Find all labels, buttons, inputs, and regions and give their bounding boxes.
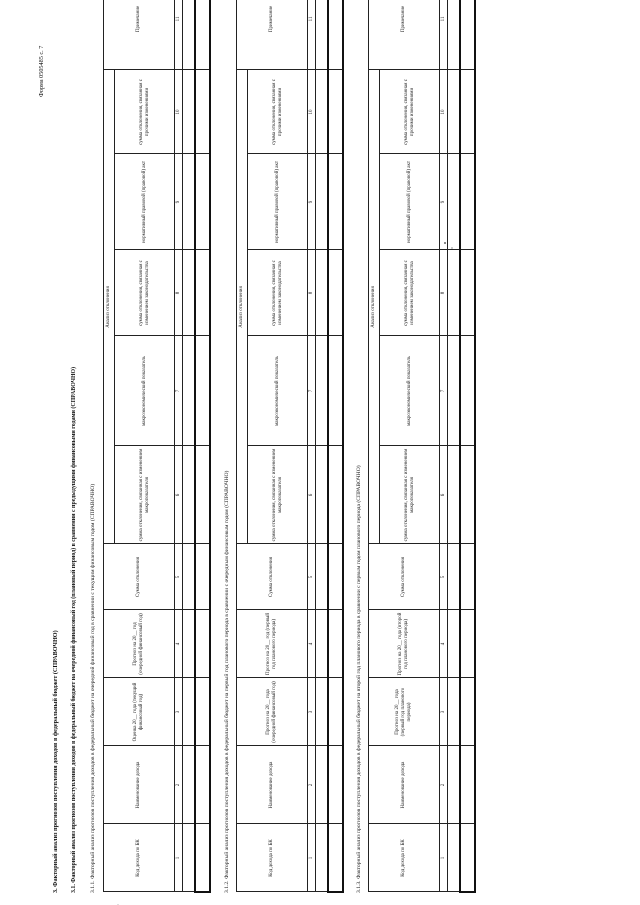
col-number: 3 bbox=[175, 678, 183, 746]
header-c7: макроэкономический показатель bbox=[380, 336, 440, 446]
col-number: 8 bbox=[175, 250, 183, 336]
header-c10: сумма отклонения, связанная с прочими изменениями bbox=[115, 70, 175, 154]
table-1-title: 3.1.1. Факторный анализ прогнозов поступления доходов в федеральный бюджет на очередной финансовый год в сравнении с текущим финансовым годом (СПРАВОЧНО) bbox=[90, 483, 96, 893]
col-number: 10 bbox=[308, 70, 316, 154]
header-c7: макроэкономический показатель bbox=[115, 336, 175, 446]
col-number: 7 bbox=[440, 336, 448, 446]
col-number: 1 bbox=[440, 824, 448, 892]
header-c4: Прогноз на 20__ год (очередной финансовый год) bbox=[104, 610, 175, 678]
table-3-title: 3.1.3. Факторный анализ прогнозов поступления доходов в федеральный бюджет на второй год планового периода в сравнении с первым годом планового периода (СПРАВОЧНО) bbox=[356, 465, 362, 893]
header-c6: сумма отклонения, связанная с изменением макропоказателя bbox=[115, 446, 175, 544]
header-c3: Прогноз на 20__ года (очередной финансовый год) bbox=[237, 678, 308, 746]
header-c11: Примечание bbox=[369, 0, 440, 70]
section-heading: 3. Факторный анализ прогнозов поступления доходов в федеральный бюджет (СПРАВОЧНО) bbox=[52, 630, 59, 893]
col-number: 11 bbox=[308, 0, 316, 70]
col-number: 5 bbox=[440, 544, 448, 610]
col-number: 5 bbox=[308, 544, 316, 610]
header-analysis: Анализ отклонения bbox=[237, 70, 248, 544]
col-number: 3 bbox=[308, 678, 316, 746]
header-c8: сумма отклонения, связанная с изменением законодательства bbox=[248, 250, 308, 336]
col-number: 2 bbox=[440, 746, 448, 824]
header-c4: Прогноз на 20__ года (второй год планового периода) bbox=[369, 610, 440, 678]
col-number: 9 bbox=[440, 154, 448, 250]
header-analysis: Анализ отклонения bbox=[104, 70, 115, 544]
col-number: 8 bbox=[440, 250, 448, 336]
col-number: 11 bbox=[175, 0, 183, 70]
col-number: 1 bbox=[308, 824, 316, 892]
header-analysis: Анализ отклонения bbox=[369, 70, 380, 544]
header-c9: нормативный правовой (правовой) акт bbox=[380, 154, 440, 250]
header-c4: Прогноз на 20__ год (первый год планового периода) bbox=[237, 610, 308, 678]
col-number: 8 bbox=[308, 250, 316, 336]
header-c7: макроэкономический показатель bbox=[248, 336, 308, 446]
col-number: 10 bbox=[440, 70, 448, 154]
col-number: 5 bbox=[175, 544, 183, 610]
col-number: 7 bbox=[175, 336, 183, 446]
col-number: 4 bbox=[440, 610, 448, 678]
col-number: 11 bbox=[440, 0, 448, 70]
header-c5: Сумма отклонения bbox=[104, 544, 175, 610]
table-2-title: 3.1.2. Факторный анализ прогнозов поступления доходов в федеральный бюджет на первый год планового периода в сравнении с очередным финансовым годом (СПРАВОЧНО) bbox=[224, 470, 230, 893]
header-name: Наименование дохода bbox=[104, 746, 175, 824]
header-name: Наименование дохода bbox=[237, 746, 308, 824]
header-c5: Сумма отклонения bbox=[237, 544, 308, 610]
header-c10: сумма отклонения, связанная с прочими изменениями bbox=[380, 70, 440, 154]
col-number: 4 bbox=[175, 610, 183, 678]
header-c11: Примечание bbox=[237, 0, 308, 70]
header-c5: Сумма отклонения bbox=[369, 544, 440, 610]
col-number: 9 bbox=[308, 154, 316, 250]
section-subheading: 3.1. Факторный анализ прогнозов поступления доходов в федеральный бюджет на очередной финансовый год (плановый период) в сравнении с предыдущими финансовыми годами (СПРАВОЧНО) bbox=[71, 366, 77, 893]
col-number: 4 bbox=[308, 610, 316, 678]
col-number: 10 bbox=[175, 70, 183, 154]
col-number: 3 bbox=[440, 678, 448, 746]
header-c9: нормативный правовой (правовой) акт bbox=[115, 154, 175, 250]
col-number: 6 bbox=[308, 446, 316, 544]
header-c8: сумма отклонения, связанная с изменением законодательства bbox=[380, 250, 440, 336]
header-c9: нормативный правовой (правовой) акт bbox=[248, 154, 308, 250]
header-c8: сумма отклонения, связанная с изменением законодательства bbox=[115, 250, 175, 336]
header-c3: Прогноз на 20__ года (первый год планового периода) bbox=[369, 678, 440, 746]
header-c6: сумма отклонения, связанная с изменением макропоказателя bbox=[248, 446, 308, 544]
col-number: 6 bbox=[175, 446, 183, 544]
header-c6: сумма отклонения, связанная с изменением макропоказателя bbox=[380, 446, 440, 544]
col-number: 9 bbox=[175, 154, 183, 250]
header-c3: Оценка 20__ года (текущий финансовый год) bbox=[104, 678, 175, 746]
header-code: Код дохода по БК bbox=[237, 824, 308, 892]
form-code: Форма 0505485 с. 7 bbox=[38, 45, 45, 97]
header-code: Код дохода по БК bbox=[369, 824, 440, 892]
col-number: 2 bbox=[308, 746, 316, 824]
col-number: 1 bbox=[175, 824, 183, 892]
header-code: Код дохода по БК bbox=[104, 824, 175, 892]
header-c10: сумма отклонения, связанная с прочими изменениями bbox=[248, 70, 308, 154]
header-name: Наименование дохода bbox=[369, 746, 440, 824]
header-c11: Примечание bbox=[104, 0, 175, 70]
col-number: 7 bbox=[308, 336, 316, 446]
col-number: 2 bbox=[175, 746, 183, 824]
col-number: 6 bbox=[440, 446, 448, 544]
